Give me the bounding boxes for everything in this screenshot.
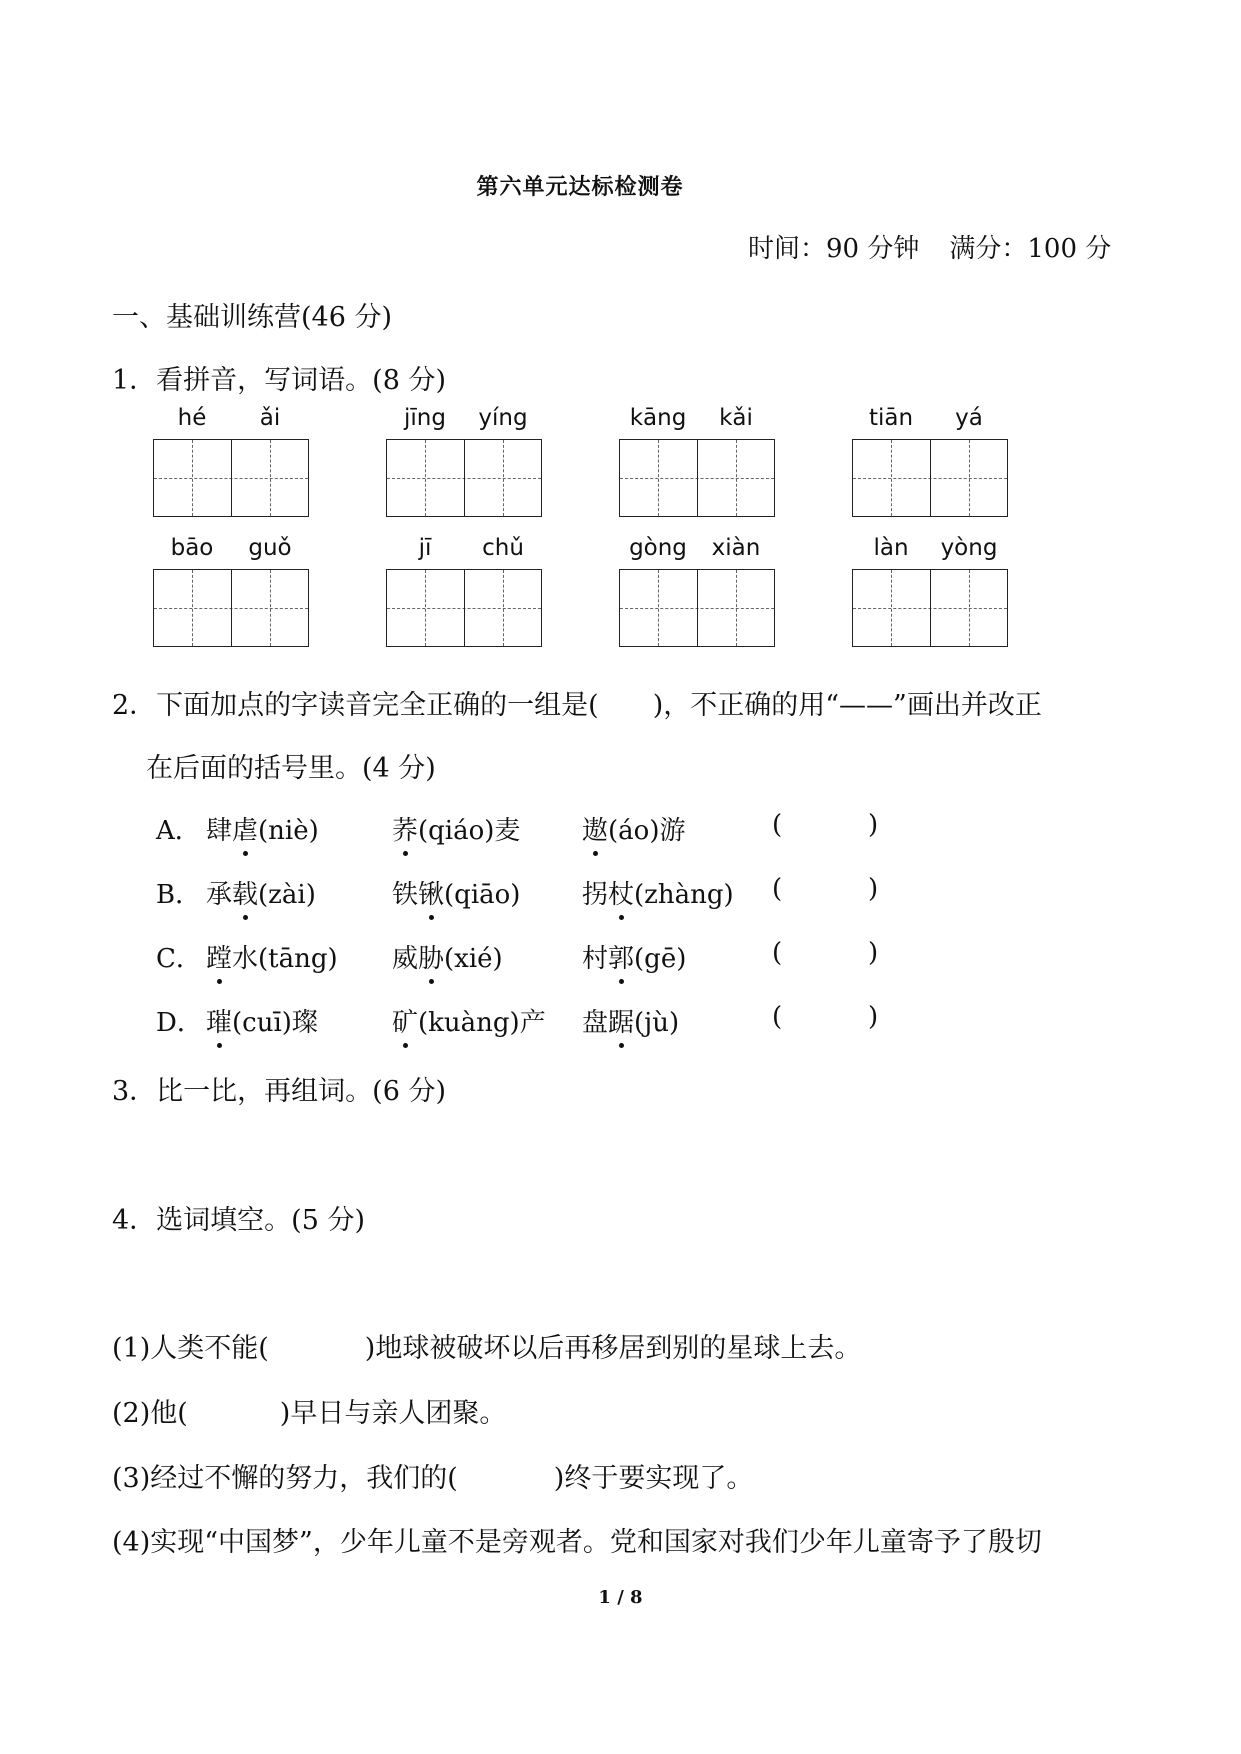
- pinyin-text: guǒ: [248, 535, 292, 561]
- option-word: 蹚水(tāng): [206, 938, 338, 975]
- fill-blank-item: (4)实现“中国梦”，少年儿童不是旁观者。党和国家对我们少年儿童寄予了殷切: [112, 1527, 1042, 1558]
- option-word: 肆虐(niè): [206, 810, 319, 847]
- page-number: 1 / 8: [598, 1587, 643, 1608]
- writing-grid[interactable]: [386, 569, 542, 647]
- answer-close-paren: ): [868, 938, 879, 968]
- option-word: 盘踞(jù): [582, 1002, 679, 1039]
- option-word: 璀(cuī)璨: [206, 1002, 318, 1039]
- pinyin-text: tiān: [868, 405, 914, 431]
- option-letter: D．: [156, 1008, 203, 1038]
- question-1-label: 1．看拼音，写词语。(8 分): [112, 365, 447, 396]
- exam-meta: [748, 228, 1111, 265]
- pinyin-text: hé: [177, 405, 207, 431]
- pinyin-text: gòng: [629, 535, 687, 561]
- exam-time: 时间：90 分钟: [748, 234, 920, 264]
- page-title: 第六单元达标检测卷: [476, 174, 684, 200]
- answer-open-paren: (: [772, 874, 783, 904]
- pinyin-text: jī: [418, 535, 432, 561]
- writing-grid[interactable]: [619, 439, 775, 517]
- writing-grid[interactable]: [619, 569, 775, 647]
- pinyin-text: kāng: [629, 405, 687, 431]
- answer-close-paren: ): [868, 810, 879, 840]
- question-4-label: 4．选词填空。(5 分): [112, 1205, 366, 1236]
- pinyin-text: yòng: [940, 535, 998, 561]
- pinyin-text: kǎi: [719, 405, 753, 431]
- question-3-label: 3．比一比，再组词。(6 分): [112, 1076, 447, 1107]
- pinyin-text: yíng: [478, 405, 528, 431]
- pinyin-text: jīng: [404, 405, 446, 431]
- option-word: 村郭(gē): [582, 938, 686, 975]
- answer-open-paren: (: [772, 810, 783, 840]
- fill-blank-item: (1)人类不能( )地球被破坏以后再移居到别的星球上去。: [112, 1333, 862, 1364]
- option-word: 铁锹(qiāo): [392, 874, 520, 911]
- writing-grid[interactable]: [386, 439, 542, 517]
- question-2-line-1: 2．下面加点的字读音完全正确的一组是( )，不正确的用“——”画出并改正: [112, 690, 1042, 721]
- pinyin-text: bāo: [170, 535, 214, 561]
- option-word: 承载(zài): [206, 874, 316, 911]
- option-word: 遨(áo)游: [582, 810, 685, 847]
- pinyin-text: làn: [873, 535, 909, 561]
- option-word: 矿(kuàng)产: [392, 1002, 546, 1039]
- option-letter: B．: [156, 880, 202, 910]
- writing-grid[interactable]: [153, 439, 309, 517]
- fill-blank-item: (3)经过不懈的努力，我们的( )终于要实现了。: [112, 1463, 754, 1494]
- writing-grid[interactable]: [852, 439, 1008, 517]
- option-word: 拐杖(zhàng): [582, 874, 734, 911]
- writing-grid[interactable]: [153, 569, 309, 647]
- answer-close-paren: ): [868, 1002, 879, 1032]
- exam-score: 满分：100 分: [949, 234, 1112, 264]
- option-letter: A．: [156, 816, 201, 846]
- question-2-line-2: 在后面的括号里。(4 分): [146, 753, 436, 784]
- pinyin-text: chǔ: [482, 535, 524, 561]
- option-word: 荞(qiáo)麦: [392, 810, 520, 847]
- option-word: 威胁(xié): [392, 938, 503, 975]
- fill-blank-item: (2)他( )早日与亲人团聚。: [112, 1398, 507, 1429]
- answer-close-paren: ): [868, 874, 879, 904]
- pinyin-text: ǎi: [259, 405, 281, 431]
- answer-open-paren: (: [772, 1002, 783, 1032]
- pinyin-text: xiàn: [711, 535, 761, 561]
- pinyin-text: yá: [955, 405, 983, 431]
- writing-grid[interactable]: [852, 569, 1008, 647]
- answer-open-paren: (: [772, 938, 783, 968]
- section-1-title: 一、基础训练营(46 分): [112, 302, 393, 333]
- option-letter: C．: [156, 944, 202, 974]
